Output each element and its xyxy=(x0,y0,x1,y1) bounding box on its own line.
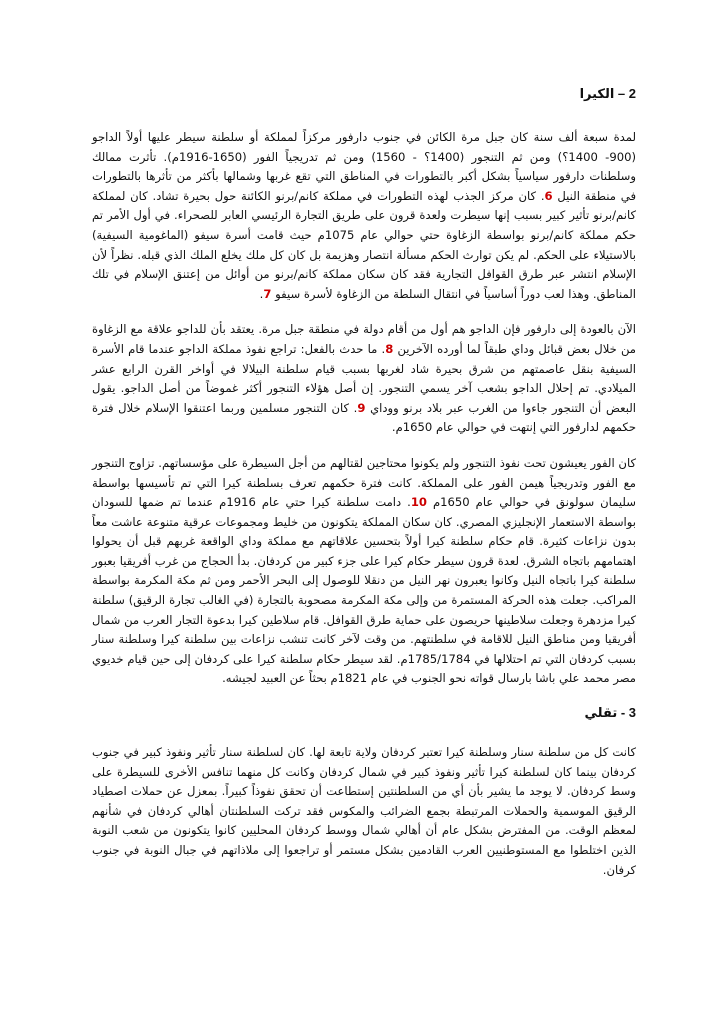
paragraph xyxy=(92,320,636,438)
paragraph-text: . ما حدث بالفعل: تراجع نفوذ مملكة الداجو عندما قام الأسرة السيفية بنقل عاصمتهم من شرق بحيرة شاد لغربها بسبب قيام سلطنة البيلالا في أواخر القرن الرابع عشر الميلادي. تم إحلال الداجو بشعب آخر يسمي التنجور. إن أصل هؤلاء التنجور أكثر غموضاً من أصل الداجو. يقول البعض أن التنجور جاءوا من الغرب عبر بلاد برنو ووداي xyxy=(92,341,636,415)
footnote-ref: 8 xyxy=(385,341,394,356)
section-heading-kira: 2 – الكيرا xyxy=(579,86,636,101)
footnote-ref: 6 xyxy=(544,188,553,203)
paragraph-text: لمدة سبعة ألف سنة كان جبل مرة الكائن في جنوب دارفور مركزاً لمملكة أو سلطنة سيطر عليها أولاً الداجو (900- 1400؟) ومن ثم التنجور (1400؟ - 1560) ومن ثم تدريجياً الفور (1650-1916م). تأثرت ممالك وسلطنات دارفور سياسياً بشكل أكبر بالتطورات في المناطق التي تقع غربها وشمالها بأكثر من تأثرها بالتطورات في منطقة النيل xyxy=(92,130,636,203)
paragraph-text: كانت كل من سلطنة سنار وسلطنة كيرا تعتبر كردفان ولاية تابعة لها. كان لسلطنة سنار تأثير ونفوذ كبير في جنوب كردفان بينما كان لسلطنة كيرا تأثير ونفوذ كبير في شمال كردفان وكانت كل منهما تنافس الأخرى للسيطرة على وسط كردفان. لا يوجد ما يشير بأن أي من السلطنتين إستطاعت أن تحقق نفوذاً كبيراً. بمعزل عن حملات اصطياد الرقيق الموسمية والحملات المرتبطة بجمع الضرائب والمكوس فقد تركت السلطنتان أهالي كردفان في شأنهم لمعظم الوقت. من المفترض بشكل عام أن أهالي شمال ووسط كردفان المحليين كانوا يتكونون من شعب النوبة الذين اختلطوا مع المستوطنيين العرب القادمين بشكل مستمر أو تراجعوا إلى ملاذاتهم في جبال النوبة في جنوب كرفان. xyxy=(92,745,636,877)
footnote-ref: 7 xyxy=(263,286,272,301)
paragraph-text: . دامت سلطنة كيرا حتي عام 1916م عندما تم ضمها للسودان بواسطة الاستعمار الإنجليزي المصري. كان سكان المملكة يتكونون من خليط ومجموعات عرقية متنوعة عاشت معاً بدون نزاعات كثيرة. قام حكام سلطنة كيرا أولاً بتحسين علاقاتهم مع مملكة وداي الواقعة غربهم قبل أن يحولوا اهتمامهم باتجاه الشرق. لعدة قرون سيطر حكام كيرا على جزء كبير من كردفان. بدأ الحجاج من غرب أفريقيا بعبور سلطنة كيرا باتجاه النيل وكانوا يعبرون نهر النيل من دنقلا للوصول إلى البحر الأحمر ومن ثم مكة المكرمة بواسطة المراكب. جعلت هذه الحركة المستمرة من وإلى مكة المكرمة مصحوبة بالتجارة (في الغالب تجارة الرقيق) سلطنة كيرا مزدهرة وجعلت سلاطينها حريصون على حماية طرق القوافل. قام سلاطين كيرا بدعوة التجار العرب من شمال أفريقيا ومن مناطق النيل للاقامة في سلطنتهم. من وقت لآخر كانت تنشب نزاعات بين سلطنة كيرا وسلطنة سنار بسبب كردفان التي تم احتلالها في 1785/1784م. لقد سيطر حكام سلطنة كيرا على كردفان إلى حين قيام خديوي مصر محمد علي باشا بارسال قواته نحو الجنوب في عام 1821م بحثاً عن العبيد لجيشه. xyxy=(92,495,636,686)
paragraph-text: . كان مركز الجذب لهذه التطورات في مملكة كانم/برنو الكائنة حول بحيرة تشاد. كان لمملكة كانم/برنو تأثير كبير بسبب إنها سيطرت ولعدة قرون على طريق التجارة الرئيسي العابر للصحراء. في أول الأمر تم حكم مملكة كانم/برنو بواسطة الزغاوة حتي حوالي عام 1075م حيث قامت أسرة سيفو (الماغومية السيفية) بالاستيلاء على الحكم. لم يكن توارث الحكم مسألة انتصار وهزيمة بل كان كل ملك يخلع الملك الذي قبله. نظراً لأن الإسلام انتشر عبر طرق القوافل التجارية فقد كان سكان مملكة كانم/برنو من أوائل من إعتنق الإسلام في تلك المناطق. وهذا لعب دوراً أساسياً في انتقال السلطة من الزغاوة لأسرة سيفو xyxy=(92,188,636,301)
footnote-ref: 9 xyxy=(357,400,366,415)
paragraph xyxy=(92,454,636,689)
paragraph-text: كان الفور يعيشون تحت نفوذ التنجور ولم يكونوا محتاجين لقتالهم من أجل السيطرة على مؤسساتهم. تزاوج التنجور مع الفور وتدريجياً هيمن الفور على المملكة. كانت فترة حكمهم تعرف بسلطنة كيرا التي تم تأسيسها بواسطة سليمان سولونق في حوالي عام 1650م xyxy=(92,455,636,510)
document-page xyxy=(92,86,636,896)
paragraph-text: . كان التنجور مسلمين وربما اعتنقوا الإسلام خلال فترة حكمهم لدارفور التي إنتهت في حوالي عام 1650م. xyxy=(92,400,636,435)
section-heading-taqali: 3 - تقلي xyxy=(584,705,636,721)
footnote-ref: 10 xyxy=(410,495,427,510)
paragraph xyxy=(92,128,636,304)
paragraph xyxy=(92,743,636,880)
paragraph-text: . xyxy=(259,286,264,301)
paragraph-text: الآن بالعودة إلى دارفور فإن الداجو هم أول من أقام دولة في منطقة جبل مرة. يعتقد بأن للداجو علاقة مع الزغاوة من خلال بعض قبائل وداي طبقاً لما أورده الآخرين xyxy=(92,322,636,356)
